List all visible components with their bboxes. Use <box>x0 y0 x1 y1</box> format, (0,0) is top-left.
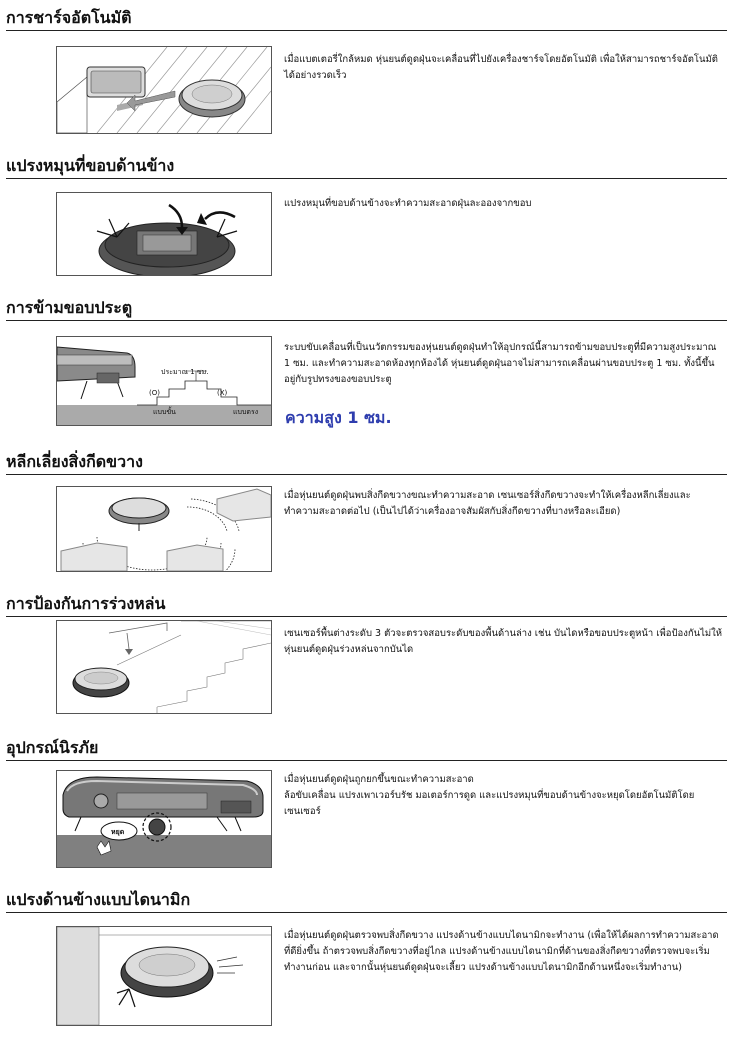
section-divider <box>6 30 727 31</box>
section-divider <box>6 320 727 321</box>
obstacle-illustration <box>57 487 271 571</box>
section-safety-device <box>0 736 731 876</box>
section-divider <box>6 178 727 179</box>
description-text: เมื่อหุ่นยนต์ดูดฝุ่นพบสิ่งกีดขวางขณะทำความสะอาด เซนเซอร์สิ่งกีดขวางจะทำให้เครื่องหลีกเลี่ยงและทำความสะอาดต่อไป (เป็นไปได้ว่าเครื่องอาจสัมผัสกับสิ่งกีดขวางที่บางหรือละเอียด) <box>284 490 691 517</box>
section-dynamic-side-brush <box>0 888 731 1034</box>
description-text: เมื่อหุ่นยนต์ดูดฝุ่นถูกยกขึ้นขณะทำความสะอาด <box>284 774 474 785</box>
label-no: (X) <box>217 389 228 397</box>
section-title: แปรงด้านข้างแบบไดนามิก <box>6 890 191 909</box>
section-description <box>284 52 724 84</box>
description-text: แปรงหมุนที่ขอบด้านข้างจะทำความสะอาดฝุ่นละอองจากขอบ <box>284 198 532 209</box>
illustration-auto-charging <box>56 46 272 134</box>
section-fall-prevention <box>0 592 731 722</box>
section-title: การชาร์จอัตโนมัติ <box>6 8 132 27</box>
description-text: ล้อขับเคลื่อน แปรงเพาเวอร์บรัช มอเตอร์การดูด และแปรงหมุนที่ขอบด้านข้างจะหยุดโดยอัตโนมัติโดยเซนเซอร์ <box>284 790 695 817</box>
section-obstacle-avoidance <box>0 450 731 580</box>
label-step-type: แบบขั้น <box>153 408 176 416</box>
illustration-dynamic-side-brush <box>56 926 272 1026</box>
description-text: ระบบขับเคลื่อนที่เป็นนวัตกรรมของหุ่นยนต์ดูดฝุ่นทำให้อุปกรณ์นี้สามารถข้ามขอบประตูที่มีความสูงประมาณ 1 ซม. และทำความสะอาดห้องทุกห้องได้ หุ่นยนต์ดูดฝุ่นอาจไม่สามารถเคลื่อนผ่านขอบประตู 1 ซม. ทั้งนี้ขึ้นอยู่กับรูปทรงของขอบประตู <box>284 342 717 385</box>
dynamic-side-brush-illustration <box>57 927 271 1025</box>
section-divider <box>6 474 727 475</box>
safety-device-illustration <box>57 771 271 867</box>
section-description <box>284 626 724 658</box>
section-title: แปรงหมุนที่ขอบด้านข้าง <box>6 156 175 175</box>
label-straight-type: แบบตรง <box>233 408 259 416</box>
section-description <box>284 928 724 976</box>
label-stop: หยุด <box>111 828 125 836</box>
side-brush-illustration <box>57 193 271 275</box>
illustration-threshold <box>56 336 272 426</box>
illustration-obstacle <box>56 486 272 572</box>
section-side-brush <box>0 154 731 284</box>
section-title: การข้ามขอบประตู <box>6 298 133 317</box>
section-description <box>284 196 724 212</box>
section-auto-charging <box>0 6 731 116</box>
section-divider <box>6 912 727 913</box>
section-title: การป้องกันการร่วงหล่น <box>6 594 166 613</box>
auto-charging-illustration <box>57 47 271 133</box>
section-title: อุปกรณ์นิรภัย <box>6 738 99 757</box>
section-description <box>284 772 724 820</box>
label-ok: (O) <box>149 389 160 397</box>
section-title: หลีกเลี่ยงสิ่งกีดขวาง <box>6 452 143 471</box>
section-divider <box>6 616 727 617</box>
description-text: เมื่อแบตเตอรี่ใกล้หมด หุ่นยนต์ดูดฝุ่นจะเคลื่อนที่ไปยังเครื่องชาร์จโดยอัตโนมัติ เพื่อให้สามารถชาร์จอัตโนมัติได้อย่างรวดเร็ว <box>284 54 718 81</box>
illustration-fall-prevention <box>56 620 272 714</box>
illustration-safety-device <box>56 770 272 868</box>
section-description <box>284 488 724 520</box>
label-approx-height: ประมาณ 1 ซม. <box>161 368 209 376</box>
description-text: เมื่อหุ่นยนต์ดูดฝุ่นตรวจพบสิ่งกีดขวาง แปรงด้านข้างแบบไดนามิกจะทำงาน (เพื่อให้ได้ผลการทำความสะอาดที่ดียิ่งขึ้น ถ้าตรวจพบสิ่งกีดขวางที่อยู่ไกล แปรงด้านข้างแบบไดนามิกที่ด้านของสิ่งกีดขวางที่ตรวจพบจะเริ่มทำงานก่อน และจากนั้นหุ่นยนต์ดูดฝุ่นจะเลี้ยว แปรงด้านข้างแบบไดนามิกอีกด้านหนึ่งจะเริ่มทำงาน) <box>284 930 719 973</box>
section-divider <box>6 760 727 761</box>
description-text: เซนเซอร์พื้นต่างระดับ 3 ตัวจะตรวจสอบระดับของพื้นด้านล่าง เช่น บันไดหรือขอบประตูหน้า เพื่อป้องกันไม่ให้หุ่นยนต์ดูดฝุ่นร่วงหล่นจากบันได <box>284 628 723 655</box>
height-highlight: ความสูง 1 ซม. <box>285 408 392 427</box>
section-threshold <box>0 296 731 446</box>
fall-prevention-illustration <box>57 621 271 713</box>
section-description <box>284 340 724 388</box>
illustration-side-brush <box>56 192 272 276</box>
